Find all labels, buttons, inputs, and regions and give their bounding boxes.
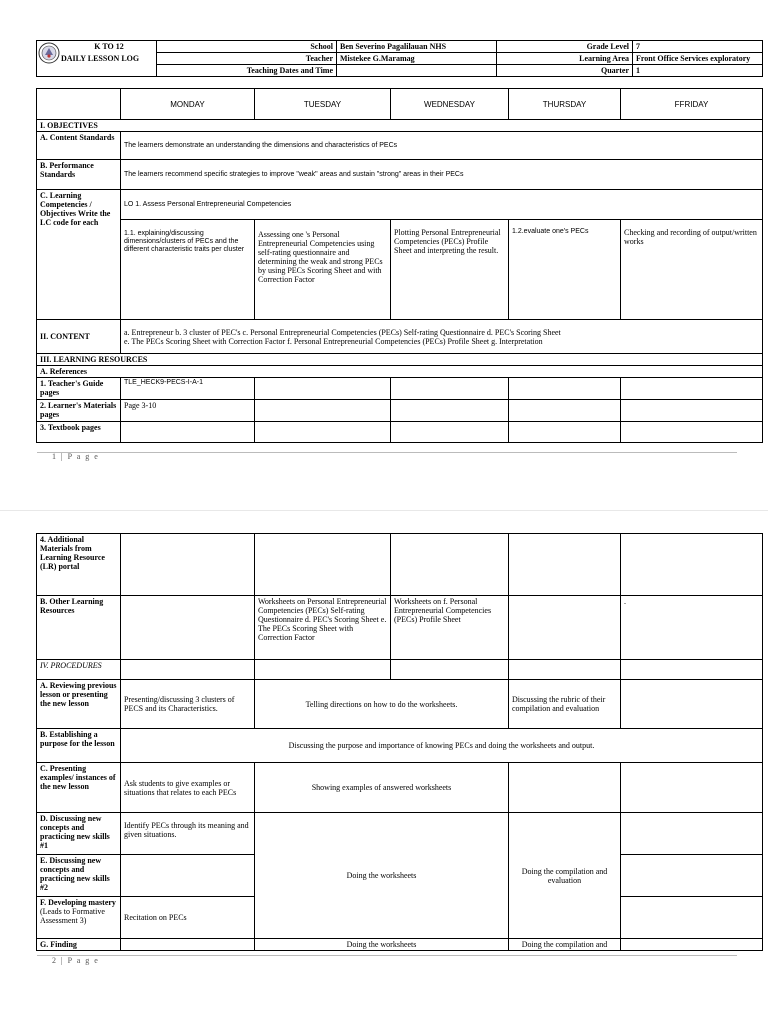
tb-wed: [391, 422, 509, 443]
pr-mon: [121, 660, 255, 680]
procedure-d-monday: Identify PECs through its meaning and given situations.: [121, 813, 255, 855]
am-thu: [509, 534, 621, 596]
tb-mon: [121, 422, 255, 443]
competency-monday: 1.1. explaining/discussing dimensions/clusters of PECs and the different characteristic traits per cluster: [121, 220, 255, 320]
procedure-e-label: E. Discussing new concepts and practicing new skills #2: [37, 855, 121, 897]
content-standards-text: The learners demonstrate an understanding the dimensions and characteristics of PECs: [121, 132, 763, 160]
teachers-guide-value: TLE_HECK9-PECS-I-A-1: [121, 378, 255, 400]
day-wednesday: WEDNESDAY: [391, 89, 509, 120]
pg-mon: [121, 939, 255, 951]
footer-rule-1: [37, 452, 737, 453]
teacher-label: Teacher: [157, 53, 337, 65]
quarter-label: Quarter: [497, 65, 633, 77]
tg-tue: [255, 378, 391, 400]
procedure-a-tue-wed: Telling directions on how to do the worksheets.: [255, 680, 509, 729]
header-table: [36, 40, 763, 77]
content-line-1: a. Entrepreneur b. 3 cluster of PEC's c. Personal Entrepreneurial Competencies (PECs) Self-rating Questionnaire d. PEC's Scoring Sheet: [124, 327, 561, 337]
tb-thu: [509, 422, 621, 443]
tb-tue: [255, 422, 391, 443]
procedure-g-thursday: Doing the compilation and: [509, 939, 621, 951]
lo-text: LO 1. Assess Personal Entrepreneurial Competencies: [121, 190, 763, 220]
pc-thu: [509, 763, 621, 813]
procedure-d-label: D. Discussing new concepts and practicing new skills #1: [37, 813, 121, 855]
other-resources-friday: .: [621, 596, 763, 660]
am-mon: [121, 534, 255, 596]
dll-label: DAILY LESSON LOG: [37, 53, 157, 65]
lm-wed: [391, 400, 509, 422]
dates-label: Teaching Dates and Time: [157, 65, 337, 77]
performance-standards-text: The learners recommend specific strategies to improve "weak" areas and sustain "strong" areas in their PECs: [121, 160, 763, 190]
procedure-def-thursday: Doing the compilation and evaluation: [509, 813, 621, 939]
page-footer-2: [52, 956, 99, 965]
day-thursday: THURSDAY: [509, 89, 621, 120]
tg-fri: [621, 378, 763, 400]
procedure-c-monday: Ask students to give examples or situations that relates to each PECs: [121, 763, 255, 813]
tg-wed: [391, 378, 509, 400]
procedure-b-label: B. Establishing a purpose for the lesson: [37, 729, 121, 763]
procedure-a-thursday: Discussing the rubric of their compilation and evaluation: [509, 680, 621, 729]
content-line-2: e. The PECs Scoring Sheet with Correction Factor f. Personal Entrepreneurial Competencies (PECs) Profile Sheet g. Interpretation: [124, 336, 543, 346]
competency-thursday: 1.2.evaluate one's PECs: [509, 220, 621, 320]
area-label: Learning Area: [497, 53, 633, 65]
page-footer-1: [52, 452, 99, 461]
procedure-f-monday: Recitation on PECs: [121, 897, 255, 939]
competency-wednesday: Plotting Personal Entrepreneurial Competencies (PECs) Profile Sheet and interpreting the result.: [391, 220, 509, 320]
procedure-a-label: A. Reviewing previous lesson or presenting the new lesson: [37, 680, 121, 729]
school-label: School: [157, 41, 337, 53]
resources-heading: III. LEARNING RESOURCES: [37, 354, 763, 366]
tb-fri: [621, 422, 763, 443]
references-heading: A. References: [37, 366, 763, 378]
lm-tue: [255, 400, 391, 422]
am-fri: [621, 534, 763, 596]
tg-thu: [509, 378, 621, 400]
lm-thu: [509, 400, 621, 422]
day-friday: FFRIDAY: [621, 89, 763, 120]
teacher-value: Mistekee G.Maramag: [337, 53, 497, 65]
procedure-c-label: C. Presenting examples/ instances of the new lesson: [37, 763, 121, 813]
competency-tuesday: Assessing one 's Personal Entrepreneurial Competencies using self-rating questionnaire and determining the weak and strong PECs by using PECs Scoring Sheet and with Correction Factor: [255, 220, 391, 320]
other-resources-wednesday: Worksheets on f. Personal Entrepreneurial Competencies (PECs) Profile Sheet: [391, 596, 509, 660]
procedure-f-label-rest: (Leads to Formative Assessment 3): [40, 907, 105, 925]
learners-materials-label: 2. Learner's Materials pages: [37, 400, 121, 422]
pe-fri: [621, 855, 763, 897]
content-items: [121, 320, 763, 354]
pr-fri: [621, 660, 763, 680]
corner-cell: [37, 89, 121, 120]
grade-label: Grade Level: [497, 41, 633, 53]
am-wed: [391, 534, 509, 596]
page-number-1: 1 | P a g e: [52, 452, 100, 461]
procedure-c-tue-wed: Showing examples of answered worksheets: [255, 763, 509, 813]
pr-tue: [255, 660, 391, 680]
day-monday: MONDAY: [121, 89, 255, 120]
page-separator: [0, 510, 768, 511]
other-resources-tuesday: Worksheets on Personal Entrepreneurial Competencies (PECs) Self-rating Questionnaire d. PEC's Scoring Sheet e. The PECs Scoring Sheet with Correction Factor: [255, 596, 391, 660]
am-tue: [255, 534, 391, 596]
textbook-label: 3. Textbook pages: [37, 422, 121, 443]
k12-label: K TO 12: [37, 41, 157, 53]
learners-materials-value: Page 3-10: [121, 400, 255, 422]
procedure-a-monday: Presenting/discussing 3 clusters of PECS and its Characteristics.: [121, 680, 255, 729]
lesson-table-page2: [36, 533, 763, 951]
pa-fri: [621, 680, 763, 729]
pr-thu: [509, 660, 621, 680]
other-resources-label: B. Other Learning Resources: [37, 596, 121, 660]
additional-materials-label: 4. Additional Materials from Learning Resource (LR) portal: [37, 534, 121, 596]
quarter-value: 1: [633, 65, 763, 77]
dates-value: [337, 65, 497, 77]
area-value: Front Office Services exploratory: [633, 53, 763, 65]
lm-fri: [621, 400, 763, 422]
procedure-g-tue-wed: Doing the worksheets: [255, 939, 509, 951]
page-number-2: 2 | P a g e: [52, 956, 100, 965]
competency-friday: Checking and recording of output/written works: [621, 220, 763, 320]
or-mon: [121, 596, 255, 660]
pc-fri: [621, 763, 763, 813]
grade-value: 7: [633, 41, 763, 53]
pf-fri: [621, 897, 763, 939]
competencies-label: C. Learning Competencies / Objectives Write the LC code for each: [37, 190, 121, 320]
or-thu: [509, 596, 621, 660]
day-tuesday: TUESDAY: [255, 89, 391, 120]
pe-mon: [121, 855, 255, 897]
teachers-guide-label: 1. Teacher's Guide pages: [37, 378, 121, 400]
procedure-f-label: [37, 897, 121, 939]
objectives-heading: I. OBJECTIVES: [37, 120, 763, 132]
lesson-table-page1: [36, 88, 763, 443]
footer-rule-2: [37, 955, 737, 956]
procedures-heading: IV. PROCEDURES: [37, 660, 121, 680]
procedure-g-label: G. Finding: [37, 939, 121, 951]
procedure-f-label-bold: F. Developing mastery: [40, 898, 116, 907]
pr-wed: [391, 660, 509, 680]
header-blank: [37, 65, 157, 77]
content-label: II. CONTENT: [37, 320, 121, 354]
content-standards-label: A. Content Standards: [37, 132, 121, 160]
pd-fri: [621, 813, 763, 855]
school-value: Ben Severino Pagalilauan NHS: [337, 41, 497, 53]
performance-standards-label: B. Performance Standards: [37, 160, 121, 190]
procedure-b-text: Discussing the purpose and importance of knowing PECs and doing the worksheets and output.: [121, 729, 763, 763]
pg-fri: [621, 939, 763, 951]
procedure-def-tue-wed: Doing the worksheets: [255, 813, 509, 939]
